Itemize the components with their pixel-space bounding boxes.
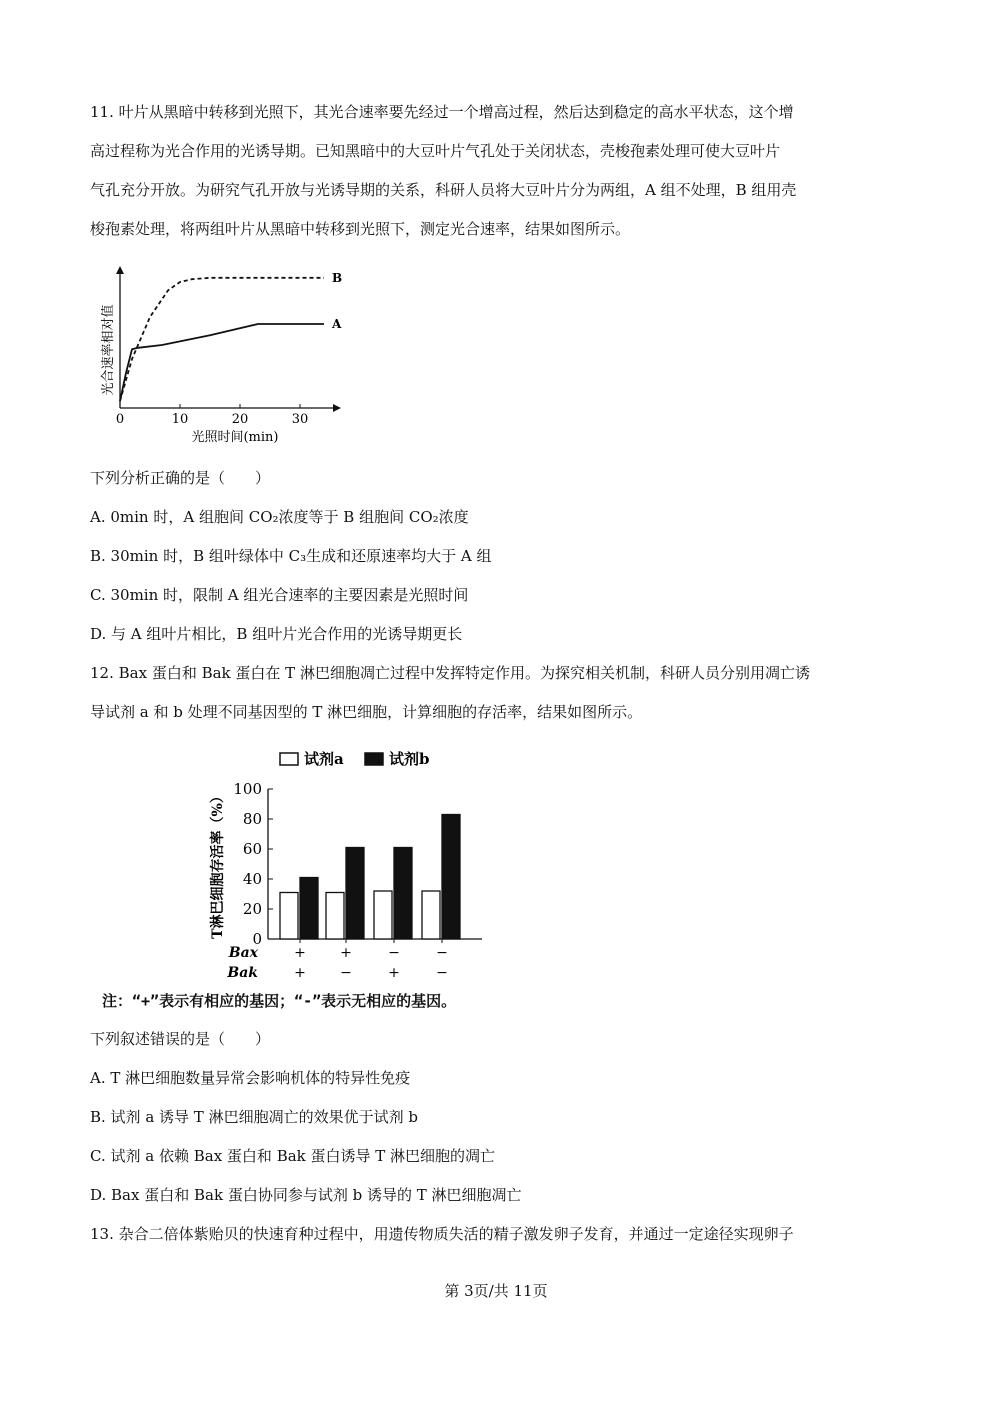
q12-option-b: B. 试剂 a 诱导 T 淋巴细胞凋亡的效果优于试剂 b <box>90 1108 418 1126</box>
bar-试剂a <box>326 893 344 940</box>
genotype-symbol: − <box>340 965 352 981</box>
q11-line: 梭孢素处理，将两组叶片从黑暗中转移到光照下，测定光合速率，结果如图所示。 <box>90 220 631 238</box>
q11-chart-marks <box>120 271 342 401</box>
q12-chart-legend <box>280 750 430 768</box>
bar-试剂b <box>394 848 412 940</box>
x-tick-label: 30 <box>291 412 309 427</box>
y-tick-label: 20 <box>242 900 262 918</box>
bar-试剂a <box>280 893 298 940</box>
legend-label: 试剂a <box>304 750 344 768</box>
series-label-B: B <box>332 270 343 285</box>
q11-option-c: C. 30min 时，限制 A 组光合速率的主要因素是光照时间 <box>90 586 469 604</box>
y-tick-label: 0 <box>252 930 262 948</box>
q11-line: 气孔充分开放。为研究气孔开放与光诱导期的关系，科研人员将大豆叶片分为两组，A 组不处理，B 组用壳 <box>90 181 797 199</box>
legend-swatch <box>280 753 298 765</box>
y-tick-label: 80 <box>242 810 262 828</box>
y-tick-label: 100 <box>233 780 262 798</box>
page-footer: 第 3页/共 11页 <box>444 1282 548 1300</box>
genotype-symbol: − <box>436 965 448 981</box>
q11-chart-xlabel: 光照时间(min) <box>191 430 279 445</box>
q11-option-a: A. 0min 时，A 组胞间 CO₂浓度等于 B 组胞间 CO₂浓度 <box>90 508 469 526</box>
x-tick-label: 20 <box>231 412 249 427</box>
q12-bar-chart <box>200 742 600 987</box>
q12-line: 12. Bax 蛋白和 Bak 蛋白在 T 淋巴细胞凋亡过程中发挥特定作用。为探究相关机制，科研人员分别用凋亡诱 <box>90 664 810 682</box>
y-axis-arrow <box>116 266 124 274</box>
y-tick-label: 40 <box>242 870 262 888</box>
q11-line-chart <box>95 262 355 452</box>
q12-note: 注：“+”表示有相应的基因；“-”表示无相应的基因。 <box>102 992 457 1010</box>
genotype-symbol: + <box>388 965 400 981</box>
bar-试剂b <box>442 815 460 940</box>
q12-prompt: 下列叙述错误的是（ ） <box>90 1030 271 1048</box>
q12-chart-ylabel: T淋巴细胞存活率（%） <box>210 789 226 939</box>
bar-试剂a <box>422 891 440 939</box>
q13-line: 13. 杂合二倍体紫贻贝的快速育种过程中，用遗传物质失活的精子激发卵子发育，并通过一定途径实现卵子 <box>90 1225 794 1243</box>
q12-chart-marks <box>280 815 460 940</box>
genotype-symbol: + <box>340 945 352 961</box>
genotype-symbol: − <box>436 945 448 961</box>
legend-label: 试剂b <box>389 750 430 768</box>
genotype-symbol: + <box>294 945 306 961</box>
series-label-A: A <box>332 317 342 331</box>
genotype-symbol: + <box>294 965 306 981</box>
y-tick-label: 60 <box>242 840 262 858</box>
bar-试剂b <box>300 878 318 940</box>
q11-line: 高过程称为光合作用的光诱导期。已知黑暗中的大豆叶片气孔处于关闭状态，壳梭孢素处理可使大豆叶片 <box>90 142 781 160</box>
genotype-row-label: Bax <box>228 945 258 961</box>
x-axis-arrow <box>333 404 341 412</box>
x-tick-label: 0 <box>115 412 125 427</box>
q12-option-c: C. 试剂 a 依赖 Bax 蛋白和 Bak 蛋白诱导 T 淋巴细胞的凋亡 <box>90 1147 496 1165</box>
x-tick-label: 10 <box>171 412 189 427</box>
q12-line: 导试剂 a 和 b 处理不同基因型的 T 淋巴细胞，计算细胞的存活率，结果如图所示。 <box>90 703 643 721</box>
series-line-A <box>120 324 324 401</box>
genotype-symbol: − <box>388 945 400 961</box>
bar-试剂b <box>346 848 364 940</box>
q11-chart-ylabel: 光合速率相对值 <box>101 304 116 396</box>
bar-试剂a <box>374 891 392 939</box>
q11-line: 11. 叶片从黑暗中转移到光照下，其光合速率要先经过一个增高过程，然后达到稳定的高水平状态，这个增 <box>90 103 794 121</box>
q12-option-d: D. Bax 蛋白和 Bak 蛋白协同参与试剂 b 诱导的 T 淋巴细胞凋亡 <box>90 1186 522 1204</box>
q11-option-d: D. 与 A 组叶片相比，B 组叶片光合作用的光诱导期更长 <box>90 625 463 643</box>
series-line-B <box>120 278 324 401</box>
genotype-row-label: Bak <box>227 965 258 981</box>
q11-prompt: 下列分析正确的是（ ） <box>90 469 271 487</box>
q12-option-a: A. T 淋巴细胞数量异常会影响机体的特异性免疫 <box>90 1069 411 1087</box>
legend-swatch <box>365 753 383 765</box>
q11-option-b: B. 30min 时，B 组叶绿体中 C₃生成和还原速率均大于 A 组 <box>90 547 492 565</box>
q11-stem <box>90 102 796 258</box>
